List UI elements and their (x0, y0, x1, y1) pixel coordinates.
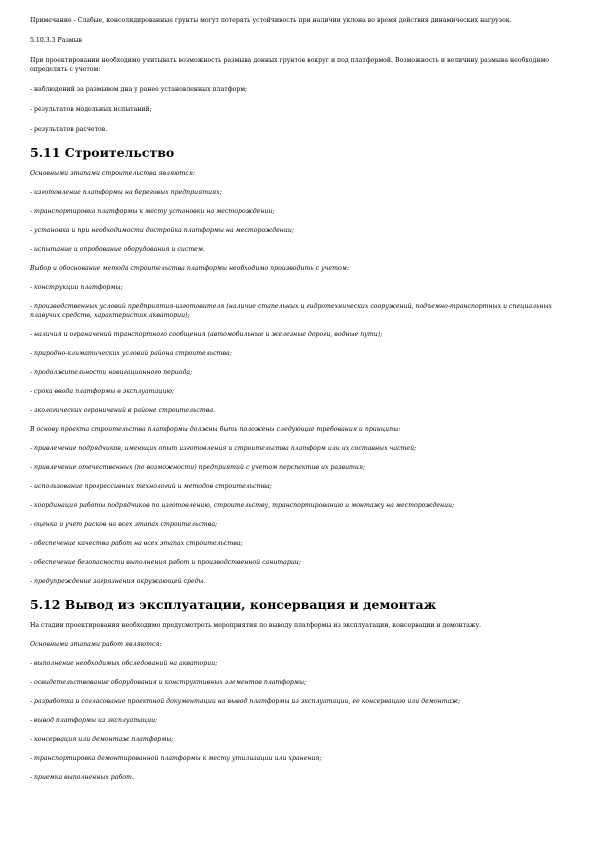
list-item: - обеспечение качества работ на всех этапах строительства; (30, 540, 243, 547)
list-item: - консервация или демонтаж платформы; (30, 736, 174, 743)
subsection-heading: 5.10.3.3 Размыв (30, 37, 82, 44)
section-heading-decommissioning: 5.12 Вывод из эксплуатации, консервация и демонтаж (30, 597, 437, 612)
list-item: - выполнение необходимых обследований на акватории; (30, 660, 218, 667)
list-item: - разработка и согласование проектной документации на вывод платформы из эксплуатации, ее консервацию или демонтаж; (30, 698, 461, 705)
construction-intro: Основными этапами строительства являются: (30, 170, 196, 177)
list-item: - срока ввода платформы в эксплуатацию; (30, 388, 174, 395)
method-intro: Выбор и обоснование метода строительства платформы необходимо производить с учетом: (30, 265, 349, 272)
list-item: - транспортировка демонтированной платформы к месту утилизации или хранения; (30, 755, 322, 762)
erosion-item: - результатов модельных испытаний; (30, 106, 152, 113)
list-item: - продолжительности навигационного периода; (30, 369, 193, 376)
list-item: - использование прогрессивных технологий и методов строительства; (30, 483, 272, 490)
list-item: - изготовление платформы на береговых предприятиях; (30, 189, 222, 196)
erosion-item: - результатов расчетов. (30, 126, 108, 133)
list-item: - природно-климатических условий района строительства; (30, 350, 232, 357)
list-item: - обеспечение безопасности выполнения работ и производственной санитарии; (30, 559, 301, 566)
list-item: - приемка выполненных работ. (30, 774, 134, 781)
list-item: - предупреждение загрязнения окружающей среды. (30, 578, 206, 585)
section-heading-construction: 5.11 Строительство (30, 145, 175, 160)
list-item: - освидетельствование оборудования и конструктивных элементов платформы; (30, 679, 307, 686)
construction-section-body (30, 169, 565, 586)
principles-intro: В основу проекта строительства платформы должны быть положены следующие требования и принципы: (30, 426, 401, 433)
list-item: - производственных условий предприятия-изготовителя (наличие стапельных и гидротехнических сооружений, подъемно-транспортных и специальных плавучих средств, характеристик акватории); (30, 303, 553, 319)
list-item: - конструкции платформы; (30, 284, 123, 291)
list-item: - привлечение отечественных (по возможности) предприятий с учетом перспектив их развития; (30, 464, 366, 471)
list-item: - испытание и опробование оборудования и систем. (30, 246, 205, 253)
list-item: - вывод платформы из эксплуатации; (30, 717, 158, 724)
list-item: - координация работы подрядчиков по изготовлению, строительству, транспортированию и монтажу на месторождении; (30, 502, 455, 509)
list-item: - привлечение подрядчиков, имеющих опыт изготовления и строительства платформ или их составных частей; (30, 445, 417, 452)
list-item: - наличия и ограничений транспортного сообщения (автомобильные и железные дороги, водные пути); (30, 331, 383, 338)
list-item: - транспортировка платформы к месту установки на месторождении; (30, 208, 275, 215)
list-item: - экологических ограничений в районе строительства. (30, 407, 215, 414)
stages-intro: Основными этапами работ являются: (30, 641, 162, 648)
list-item: - оценка и учет рисков на всех этапах строительства; (30, 521, 218, 528)
erosion-item: - наблюдений за размывом дна у ранее установленных платформ; (30, 86, 248, 93)
decommissioning-section-body (30, 640, 565, 782)
list-item: - установка и при необходимости достройка платформы на месторождении; (30, 227, 294, 234)
erosion-intro: При проектировании необходимо учитывать возможность размыва донных грунтов вокруг и под платформой. Возможность и величину размыва необходимо определять с учетом: (30, 57, 549, 73)
decommissioning-intro: На стадии проектирования необходимо предусмотреть мероприятия по выводу платформы из эксплуатации, консервации и демонтажу. (30, 622, 482, 629)
note-paragraph: Примечание - Слабые, консолидированные грунты могут потерять устойчивость при наличии уклона во время действия динамических нагрузок. (30, 17, 512, 24)
